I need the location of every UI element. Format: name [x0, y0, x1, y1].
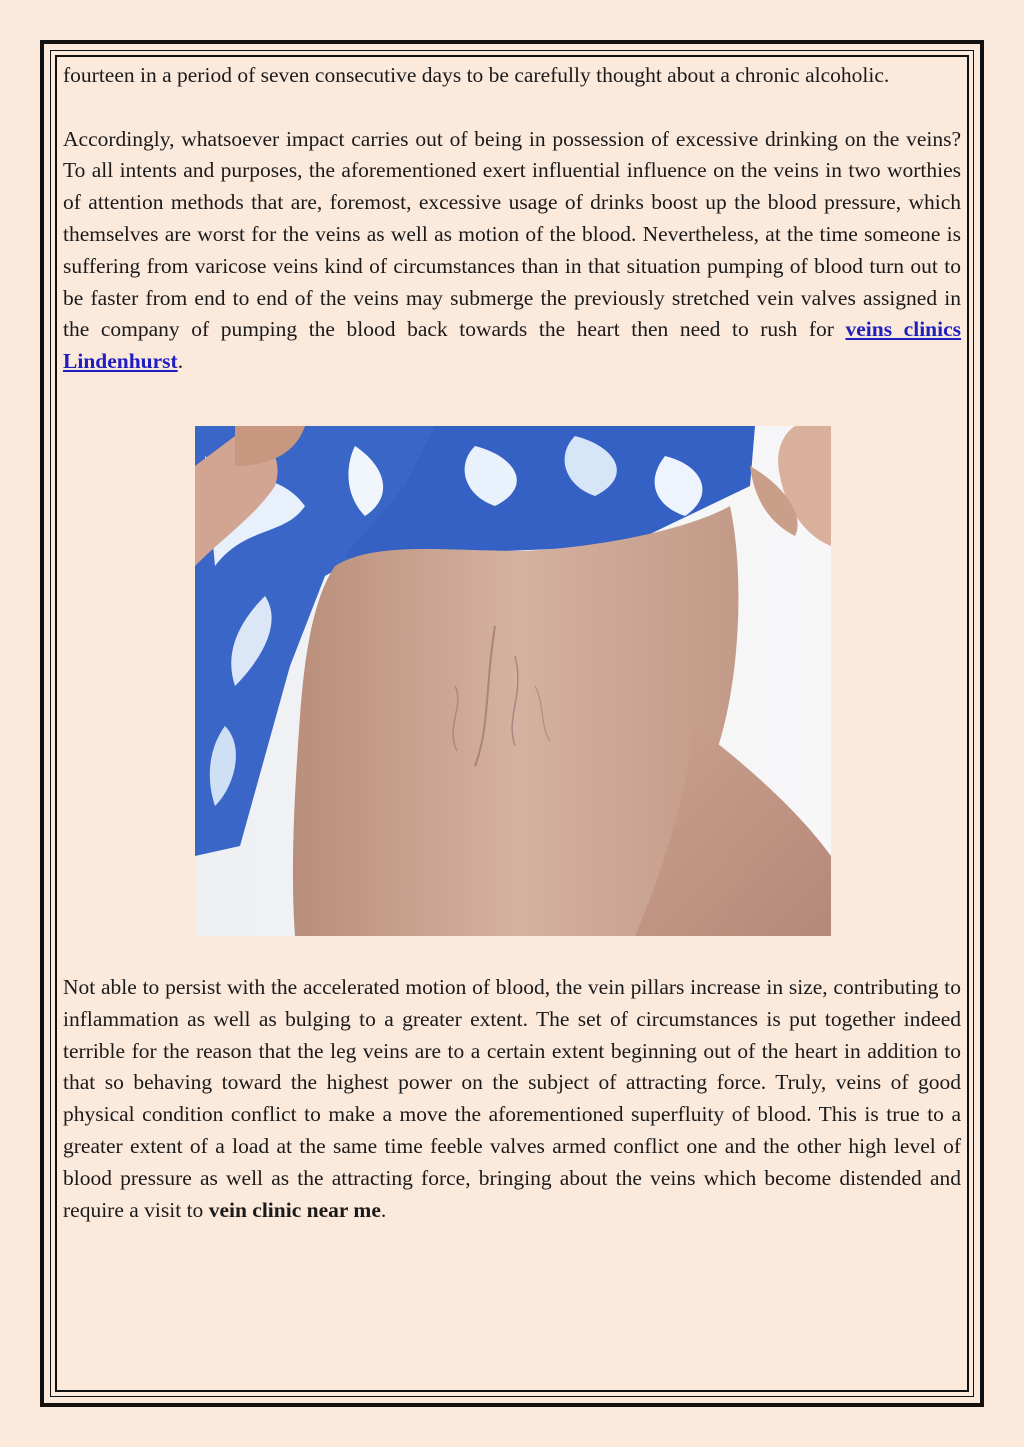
paragraph-3	[63, 972, 961, 1226]
veins-clinics-link[interactable]: veins clinics Lindenhurst	[63, 317, 962, 374]
paragraph-3-text: Not able to persist with the accelerated motion of blood, the vein pillars increase in size, contributing to inflammation as well as bulging to a greater extent. The set of circumstances is put together indeed terrible for the reason that the leg veins are to a certain extent beginning out of the heart in addition to that so behaving toward the highest power on the subject of attracting force. Truly, veins of good physical condition conflict to make a move the aforementioned superfluity of blood. This is true to a greater extent of a load at the same time feeble valves armed conflict one and the other high level of blood pressure as well as the attracting force, bringing about the veins which become distended and require a visit to	[63, 974, 961, 1222]
paragraph-gap	[63, 92, 961, 124]
leg-veins-photo	[195, 426, 831, 936]
paragraph-2	[63, 124, 961, 378]
paragraph-3-end: .	[380, 1197, 387, 1222]
paragraph-2-text: Accordingly, whatsoever impact carries out of being in possession of excessive drinking on the veins? To all intents and purposes, the aforementioned exert influential influence on the veins in two worthies of attention methods that are, foremost, excessive usage of drinks boost up the blood pressure, which themselves are worst for the veins as well as motion of the blood. Nevertheless, at the time someone is suffering from varicose veins kind of circumstances than in that situation pumping of blood turn out to be faster from end to end of the veins may submerge the previously stretched vein valves assigned in the company of pumping the blood back towards the heart then need to rush for	[63, 126, 961, 342]
paragraph-1: fourteen in a period of seven consecutive days to be carefully thought about a chronic alcoholic.	[63, 63, 890, 87]
document-body	[63, 60, 961, 1226]
paragraph-2-end: .	[177, 349, 184, 374]
vein-clinic-near-me-text: vein clinic near me	[208, 1197, 381, 1222]
